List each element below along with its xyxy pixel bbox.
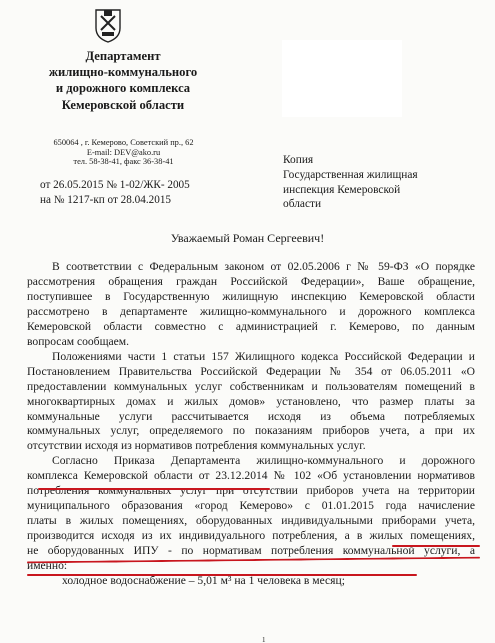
body-line: Положениями части 1 статьи 157 Жилищного кодекса Российской Федерации и — [52, 349, 475, 363]
body-line: Постановлением Правительства Российской Федерации № 354 от 06.05.2011 «О — [27, 364, 475, 378]
department-line: Департамент — [85, 49, 161, 63]
body-line: не оборудованных ИПУ - по нормативам потребления коммунальной услуги, а — [27, 544, 475, 558]
body-line: муниципального образования «город Кемерово» с 01.01.2015 года начисление — [27, 499, 475, 513]
address-line: тел. 58-38-41, факс 36-38-41 — [73, 157, 174, 167]
body-line: холодное водоснабжение – 5,01 м³ на 1 человека в месяц; — [62, 574, 345, 588]
copy-line: Копия — [283, 154, 314, 166]
body-line: отсутствии исходя из нормативов потребления коммунальных услуг. — [27, 439, 366, 453]
department-name — [28, 48, 218, 113]
body-line: коммунальных услуг, определяемого по показаниям приборов учета, а при их — [27, 424, 475, 438]
body-line: платы в жилых помещениях, оборудованных индивидуальными приборами учета, — [27, 514, 475, 528]
body-line: комплекса Кемеровской области от 23.12.2014 № 102 «Об установлении нормативов — [27, 469, 475, 483]
redacted-area — [282, 40, 402, 117]
department-line: Кемеровской области — [61, 97, 185, 112]
coat-of-arms-icon — [92, 6, 124, 44]
body-line: коммунальные услуги рассчитывается исходя из объема потребляемых — [27, 409, 475, 423]
greeting: Уважаемый Роман Сергеевич! — [170, 231, 325, 245]
copy-recipient — [283, 153, 418, 212]
body-line: многоквартирных домах и жилых домов» установлено, что размер платы за — [27, 394, 475, 408]
page-number: 1 — [262, 636, 266, 643]
body-line: предоставлении коммунальных услуг собственникам и пользователям помещений в — [27, 379, 475, 393]
body-line: Согласно Приказа Департамента жилищно-коммунального и дорожного — [52, 454, 475, 468]
address-line: E-mail: DEV@ako.ru — [86, 147, 161, 157]
body-line: производится исходя из их индивидуального потребления, а в жилых помещениях, — [27, 529, 475, 543]
body-line: поступившее в Государственную жилищную инспекцию Кемеровской области — [27, 289, 475, 303]
body-line: потребления коммунальных услуг при отсутствии приборов учета на территории — [27, 484, 475, 498]
copy-line: области — [283, 198, 322, 211]
copy-line: инспекция Кемеровской — [283, 183, 401, 196]
red-underline — [38, 488, 270, 490]
outgoing-reference: от 26.05.2015 № 1-02/ЖК- 2005 — [40, 179, 190, 191]
address-line: 650064 , г. Кемерово, Советский пр., 62 — [53, 138, 194, 147]
body-line: В соответствии с Федеральным законом от 02.05.2006 г № 59-ФЗ «О порядке — [52, 260, 475, 273]
department-line: и дорожного комплекса — [55, 81, 191, 96]
red-underline — [27, 574, 417, 576]
body-line: вопросам сообщаем. — [27, 334, 130, 348]
department-address — [26, 138, 221, 167]
red-underline — [392, 545, 480, 547]
body-line: рассмотрено в департаменте жилищно-коммунального и дорожного комплекса — [27, 304, 475, 318]
incoming-reference: на № 1217-кп от 28.04.2015 — [40, 194, 172, 206]
department-line: жилищно-коммунального — [48, 65, 198, 80]
copy-line: Государственная жилищная — [283, 168, 418, 181]
letter-body — [27, 260, 475, 589]
body-line: Кемеровской области совместно с администрацией г. Кемерово, по данным — [27, 319, 475, 333]
body-line: рассмотрения обращения граждан Российской Федерации», Ваше обращение, — [27, 274, 475, 288]
body-line: именно: — [27, 559, 68, 573]
